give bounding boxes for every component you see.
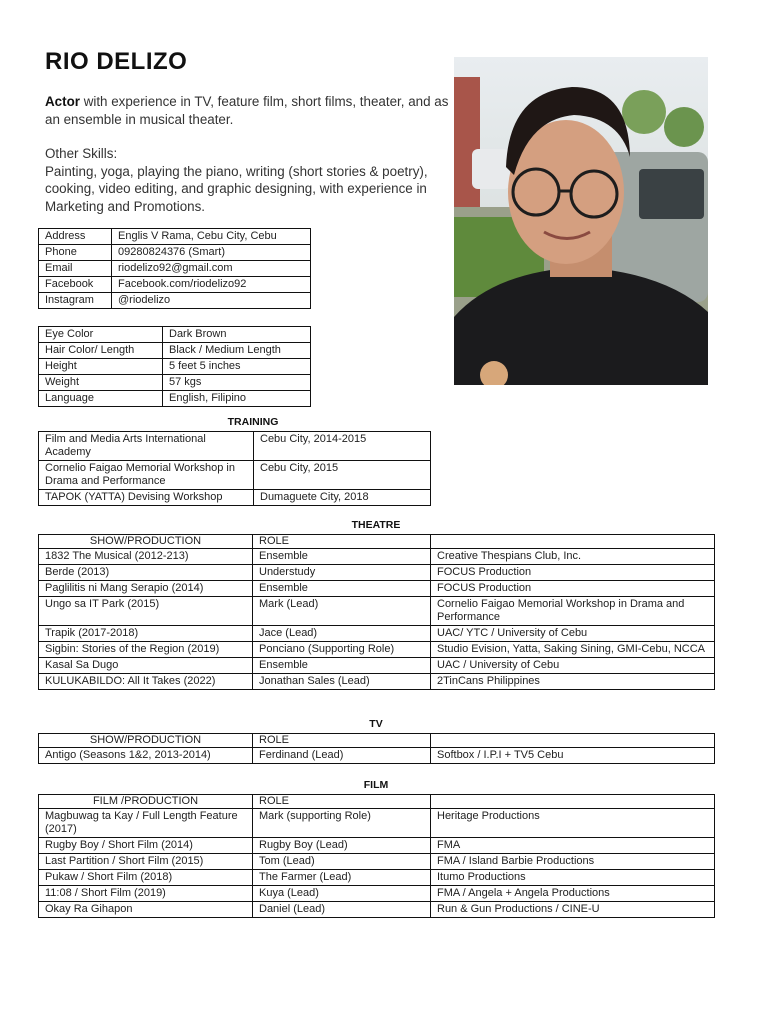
show-cell: Berde (2013)	[39, 565, 253, 581]
column-header: ROLE	[253, 535, 431, 549]
table-row	[39, 375, 311, 391]
show-cell: Magbuwag ta Kay / Full Length Feature (2017)	[39, 809, 253, 838]
table-row	[39, 490, 431, 506]
role-cell: Mark (Lead)	[253, 597, 431, 626]
attribute-label: Eye Color	[39, 327, 163, 343]
show-cell: 1832 The Musical (2012-213)	[39, 549, 253, 565]
show-cell: Sigbin: Stories of the Region (2019)	[39, 642, 253, 658]
table-row	[39, 245, 311, 261]
show-cell: Okay Ra Gihapon	[39, 902, 253, 918]
table-row	[39, 261, 311, 277]
role-cell: Ensemble	[253, 658, 431, 674]
table-row	[39, 565, 715, 581]
contact-label: Instagram	[39, 293, 112, 309]
role-cell: Ferdinand (Lead)	[253, 748, 431, 764]
training-place: Cebu City, 2015	[254, 461, 431, 490]
role-cell: Mark (supporting Role)	[253, 809, 431, 838]
column-header: ROLE	[253, 795, 431, 809]
table-row	[39, 626, 715, 642]
company-cell: Cornelio Faigao Memorial Workshop in Drama and Performance	[431, 597, 715, 626]
table-row	[39, 886, 715, 902]
attributes-table	[38, 326, 311, 407]
show-cell: Kasal Sa Dugo	[39, 658, 253, 674]
contact-table	[38, 228, 311, 309]
intro-text: with experience in TV, feature film, short films, theater, and as an ensemble in musical theater.	[45, 94, 449, 127]
table-row	[39, 809, 715, 838]
intro-paragraph	[45, 93, 450, 128]
role-cell: The Farmer (Lead)	[253, 870, 431, 886]
table-header-row	[39, 734, 715, 748]
contact-instagram[interactable]: @riodelizo	[112, 293, 311, 309]
role-cell: Understudy	[253, 565, 431, 581]
table-row	[39, 854, 715, 870]
company-cell: FMA / Angela + Angela Productions	[431, 886, 715, 902]
attribute-value: 57 kgs	[163, 375, 311, 391]
table-header-row	[39, 795, 715, 809]
company-cell: Heritage Productions	[431, 809, 715, 838]
show-cell: 11:08 / Short Film (2019)	[39, 886, 253, 902]
training-place: Cebu City, 2014-2015	[254, 432, 431, 461]
company-cell: UAC / University of Cebu	[431, 658, 715, 674]
attribute-value: Dark Brown	[163, 327, 311, 343]
contact-email[interactable]: riodelizo92@gmail.com	[112, 261, 311, 277]
contact-value: Englis V Rama, Cebu City, Cebu	[112, 229, 311, 245]
tv-table	[38, 733, 715, 764]
company-cell: Studio Evision, Yatta, Saking Sining, GMI-Cebu, NCCA	[431, 642, 715, 658]
role-cell: Kuya (Lead)	[253, 886, 431, 902]
table-row	[39, 581, 715, 597]
table-row	[39, 391, 311, 407]
role-cell: Ensemble	[253, 549, 431, 565]
role-cell: Jace (Lead)	[253, 626, 431, 642]
show-cell: Antigo (Seasons 1&2, 2013-2014)	[39, 748, 253, 764]
company-cell: UAC/ YTC / University of Cebu	[431, 626, 715, 642]
theatre-heading: THEATRE	[351, 519, 401, 531]
table-row	[39, 902, 715, 918]
table-row	[39, 870, 715, 886]
attribute-value: English, Filipino	[163, 391, 311, 407]
table-row	[39, 343, 311, 359]
table-row	[39, 748, 715, 764]
company-cell: Run & Gun Productions / CINE-U	[431, 902, 715, 918]
table-row	[39, 359, 311, 375]
show-cell: Last Partition / Short Film (2015)	[39, 854, 253, 870]
role-cell: Jonathan Sales (Lead)	[253, 674, 431, 690]
column-header	[431, 535, 715, 549]
table-row	[39, 293, 311, 309]
skills-title: Other Skills:	[45, 146, 118, 161]
column-header: SHOW/PRODUCTION	[39, 535, 253, 549]
other-skills	[45, 145, 450, 215]
attribute-label: Height	[39, 359, 163, 375]
actor-name: RIO DELIZO	[45, 48, 188, 75]
show-cell: Rugby Boy / Short Film (2014)	[39, 838, 253, 854]
table-row	[39, 327, 311, 343]
table-row	[39, 642, 715, 658]
contact-facebook[interactable]: Facebook.com/riodelizo92	[112, 277, 311, 293]
table-header-row	[39, 535, 715, 549]
show-cell: Trapik (2017-2018)	[39, 626, 253, 642]
attribute-label: Hair Color/ Length	[39, 343, 163, 359]
table-row	[39, 277, 311, 293]
intro-bold: Actor	[45, 94, 80, 109]
column-header: SHOW/PRODUCTION	[39, 734, 253, 748]
show-cell: Paglilitis ni Mang Serapio (2014)	[39, 581, 253, 597]
company-cell: Creative Thespians Club, Inc.	[431, 549, 715, 565]
attribute-label: Language	[39, 391, 163, 407]
column-header: FILM /PRODUCTION	[39, 795, 253, 809]
training-table	[38, 431, 431, 506]
role-cell: Ponciano (Supporting Role)	[253, 642, 431, 658]
tv-heading: TV	[369, 718, 383, 730]
column-header	[431, 734, 715, 748]
skills-text: Painting, yoga, playing the piano, writing (short stories & poetry), cooking, video editing, and graphic designing, with experience in Marketing and Promotions.	[45, 163, 428, 214]
contact-label: Address	[39, 229, 112, 245]
training-name: Cornelio Faigao Memorial Workshop in Drama and Performance	[39, 461, 254, 490]
table-row	[39, 674, 715, 690]
table-row	[39, 229, 311, 245]
theatre-table	[38, 534, 715, 690]
attribute-label: Weight	[39, 375, 163, 391]
company-cell: FMA / Island Barbie Productions	[431, 854, 715, 870]
company-cell: 2TinCans Philippines	[431, 674, 715, 690]
contact-label: Phone	[39, 245, 112, 261]
training-place: Dumaguete City, 2018	[254, 490, 431, 506]
table-row	[39, 597, 715, 626]
role-cell: Rugby Boy (Lead)	[253, 838, 431, 854]
company-cell: Softbox / I.P.I + TV5 Cebu	[431, 748, 715, 764]
role-cell: Ensemble	[253, 581, 431, 597]
training-name: TAPOK (YATTA) Devising Workshop	[39, 490, 254, 506]
role-cell: Daniel (Lead)	[253, 902, 431, 918]
role-cell: Tom (Lead)	[253, 854, 431, 870]
film-heading: FILM	[363, 779, 389, 791]
company-cell: FOCUS Production	[431, 565, 715, 581]
training-heading: TRAINING	[227, 416, 279, 428]
column-header: ROLE	[253, 734, 431, 748]
company-cell: FOCUS Production	[431, 581, 715, 597]
attribute-value: 5 feet 5 inches	[163, 359, 311, 375]
column-header	[431, 795, 715, 809]
contact-label: Email	[39, 261, 112, 277]
attribute-value: Black / Medium Length	[163, 343, 311, 359]
table-row	[39, 432, 431, 461]
show-cell: Ungo sa IT Park (2015)	[39, 597, 253, 626]
table-row	[39, 549, 715, 565]
film-table	[38, 794, 715, 918]
table-row	[39, 461, 431, 490]
show-cell: Pukaw / Short Film (2018)	[39, 870, 253, 886]
contact-label: Facebook	[39, 277, 112, 293]
table-row	[39, 838, 715, 854]
company-cell: Itumo Productions	[431, 870, 715, 886]
show-cell: KULUKABILDO: All It Takes (2022)	[39, 674, 253, 690]
headshot-photo	[454, 57, 708, 385]
company-cell: FMA	[431, 838, 715, 854]
table-row	[39, 658, 715, 674]
training-name: Film and Media Arts International Academy	[39, 432, 254, 461]
contact-value: 09280824376 (Smart)	[112, 245, 311, 261]
headshot-image	[454, 57, 708, 385]
